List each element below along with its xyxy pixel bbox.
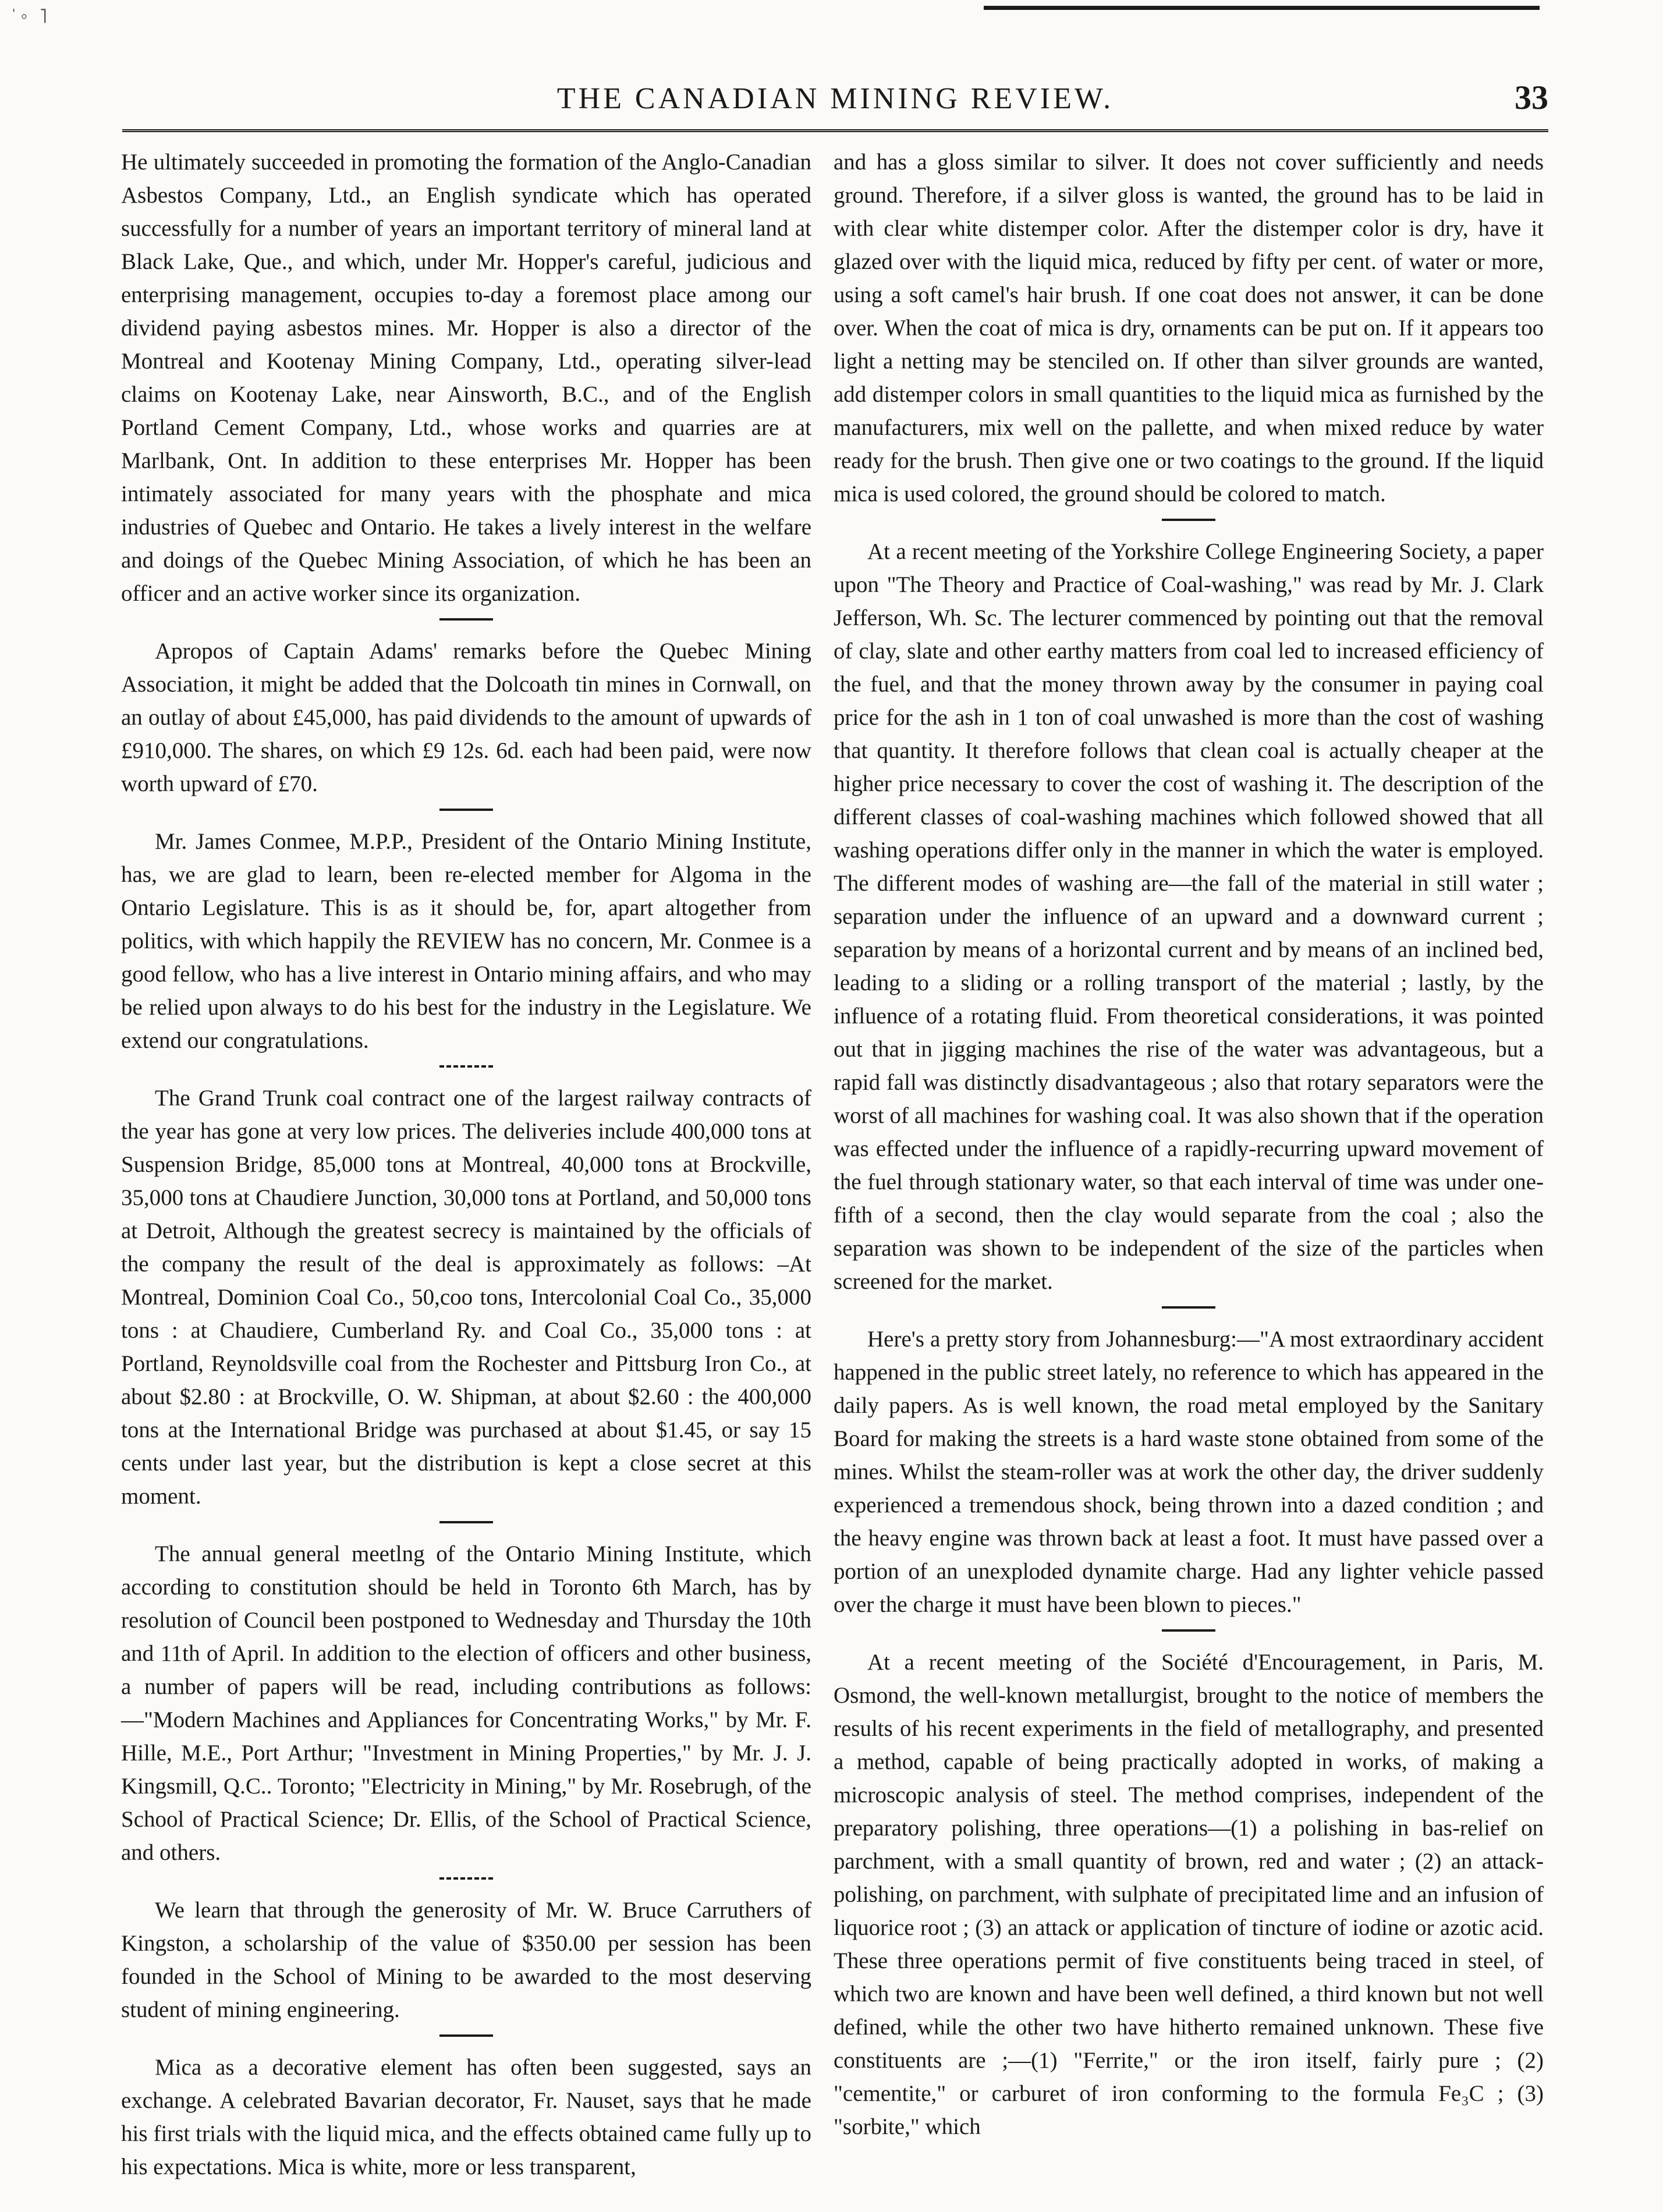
paragraph-grand-trunk: The Grand Trunk coal contract one of the largest railway contracts of the year has gone at very low prices. The deliveries include 400,000 tons at Suspension Bridge, 85,000 tons at Montreal, 40,000 tons at Brockville, 35,000 tons at Chaudiere Junction, 30,000 tons at Portland, and 50,000 tons at Detroit, Although the greatest secrecy is maintained by the officials of the company the result of the deal is approximately as follows: –At Montreal, Dominion Coal Co., 50,coo tons, Intercolonial Coal Co., 35,000 tons : at Chaudiere, Cumberland Ry. and Coal Co., 35,000 tons : at Portland, Reynoldsville coal from the Rochester and Pittsburg Iron Co., at about $2.80 : at Brockville, O. W. Shipman, at about $2.60 : the 400,000 tons at the International Bridge was purchased at about $1.45, or say 15 cents under last year, but the distribution is kept a close secret at this moment. bbox=[121, 1086, 811, 1509]
left-column bbox=[121, 146, 811, 2183]
article-separator bbox=[1162, 1306, 1215, 1309]
paragraph-hopper-continued: He ultimately succeeded in promoting the formation of the Anglo-Canadian Asbestos Company, Ltd., an English syndicate which has operated successfully for a number of years an important territory of mineral land at Black Lake, Que., and which, under Mr. Hopper's careful, judicious and enterprising management, occupies to-day a foremost place among our dividend paying asbestos mines. Mr. Hopper is also a director of the Montreal and Kootenay Mining Company, Ltd., operating silver-lead claims on Kootenay Lake, near Ainsworth, B.C., and of the English Portland Cement Company, Ltd., whose works and quarries are at Marlbank, Ont. In addition to these enterprises Mr. Hopper has been intimately associated for many years with the phosphate and mica industries of Quebec and Ontario. He takes a lively interest in the welfare and doings of the Quebec Mining Association, of which he has been an officer and an active worker since its organization. bbox=[121, 150, 811, 606]
paragraph-conmee: Mr. James Conmee, M.P.P., President of the Ontario Mining Institute, has, we are glad to learn, been re-elected member for Algoma in the Ontario Legislature. This is as it should be, for, apart altogether from politics, with which happily the REVIEW has no concern, Mr. Conmee is a good fellow, who has a live interest in Ontario mining affairs, and who may be relied upon always to do his best for the industry in the Legislature. We extend our congratulations. bbox=[121, 829, 811, 1053]
header-rule bbox=[122, 129, 1548, 132]
running-head bbox=[122, 76, 1548, 122]
paragraph-mica-continued: and has a gloss similar to silver. It does not cover sufficiently and needs ground. Therefore, if a silver gloss is wanted, the ground has to be laid in with clear white distemper color. After the distemper color is dry, have it glazed over with the liquid mica, reduced by fifty per cent. of water or more, using a soft camel's hair brush. If one coat does not answer, it can be done over. When the coat of mica is dry, ornaments can be put on. If it appears too light a netting may be stenciled on. If other than silver grounds are wanted, add distemper colors in small quantities to the liquid mica as furnished by the manufacturers, mix well on the pallette, and when mixed reduce by water ready for the brush. Then give one or two coatings to the ground. If the liquid mica is used colored, the ground should be colored to match. bbox=[834, 150, 1544, 506]
article-separator bbox=[439, 2034, 493, 2037]
article-separator bbox=[439, 1521, 493, 1523]
page-number: 33 bbox=[1515, 79, 1548, 116]
right-column bbox=[834, 146, 1544, 2143]
top-rule bbox=[984, 6, 1540, 10]
corner-mark: ˈ◦ ˥ bbox=[10, 6, 51, 27]
paragraph-mica: Mica as a decorative element has often been suggested, says an exchange. A celebrated Bavarian decorator, Fr. Nauset, says that he made his first trials with the liquid mica, and the effects obtained came fully up to his expectations. Mica is white, more or less transparent, bbox=[121, 2055, 811, 2179]
article-separator bbox=[439, 618, 493, 621]
paragraph-ontario-institute: The annual general meetlng of the Ontario Mining Institute, which according to constitution should be held in Toronto 6th March, has by resolution of Council been postponed to Wednesday and Thursday the 10th and 11th of April. In addition to the election of officers and other business, a number of papers will be read, including contributions as follows:—"Modern Machines and Appliances for Concentrating Works," by Mr. F. Hille, M.E., Port Arthur; "Investment in Mining Properties," by Mr. J. J. Kingsmill, Q.C.. Toronto; "Electricity in Mining," by Mr. Rosebrugh, of the School of Practical Science; Dr. Ellis, of the School of Practical Science, and others. bbox=[121, 1541, 811, 1865]
journal-title: THE CANADIAN MINING REVIEW. bbox=[556, 82, 1114, 115]
paragraph-osmond: At a recent meeting of the Société d'Encouragement, in Paris, M. Osmond, the well-known metallurgist, brought to the notice of members the results of his recent experiments in the field of metallography, and presented a method, capable of being practically adopted in works, of making a microscopic analysis of steel. The method comprises, independent of the preparatory polishing, three operations—(1) a polishing in bas-relief on parchment, with a small quantity of brown, red and water ; (2) an attack-polishing, on parchment, with sulphate of precipitated lime and an infusion of liquorice root ; (3) an attack or application of tincture of iodine or azotic acid. These three operations permit of five constituents being traced in steel, of which two are known and have been well defined, a third known but not well defined, while the other two have hitherto remained unknown. These five constituents are ;—(1) "Ferrite," or the iron itself, fairly pure ; (2) "cementite," or carburet of iron conforming to the formula Fe₃C ; (3) "sorbite," which bbox=[834, 1650, 1544, 2139]
paragraph-scholarship: We learn that through the generosity of Mr. W. Bruce Carruthers of Kingston, a scholarship of the value of $350.00 per session has been founded in the School of Mining to be awarded to the most deserving student of mining engineering. bbox=[121, 1898, 811, 2022]
paragraph-dolcoath: Apropos of Captain Adams' remarks before the Quebec Mining Association, it might be added that the Dolcoath tin mines in Cornwall, on an outlay of about £45,000, has paid dividends to the amount of upwards of £910,000. The shares, on which £9 12s. 6d. each had been paid, were now worth upward of £70. bbox=[121, 639, 811, 796]
article-separator bbox=[1162, 1629, 1215, 1632]
paragraph-johannesburg: Here's a pretty story from Johannesburg:—"A most extraordinary accident happened in the public street lately, no reference to which has appeared in the daily papers. As is well known, the road metal employed by the Sanitary Board for making the streets is a hard waste stone obtained from some of the mines. Whilst the steam-roller was at work the other day, the driver suddenly experienced a tremendous shock, being thrown into a dazed condition ; and the heavy engine was thrown back at least a foot. It must have passed over a portion of an unexploded dynamite charge. Had any lighter vehicle passed over the charge it must have been blown to pieces." bbox=[834, 1327, 1544, 1617]
article-separator bbox=[439, 1877, 493, 1880]
article-separator bbox=[439, 1065, 493, 1068]
article-separator bbox=[439, 809, 493, 811]
article-separator bbox=[1162, 519, 1215, 521]
paragraph-coal-washing: At a recent meeting of the Yorkshire College Engineering Society, a paper upon "The Theory and Practice of Coal-washing," was read by Mr. J. Clark Jefferson, Wh. Sc. The lecturer commenced by pointing out that the removal of clay, slate and other earthy matters from coal led to increased efficiency of the fuel, and that the money thrown away by the consumer in paying coal price for the ash in 1 ton of coal unwashed is more than the cost of washing that quantity. It therefore follows that clean coal is actually cheaper at the higher price necessary to cover the cost of washing it. The description of the different classes of coal-washing machines which followed showed that all washing operations differ only in the manner in which the water is employed. The different modes of washing are—the fall of the material in still water ; separation under the influence of an upward and a downward current ; separation by means of a horizontal current and by means of an inclined bed, leading to a sliding or a rolling transport of the material ; lastly, by the influence of a rotating fluid. From theoretical considerations, it was pointed out that in jigging machines the rise of the water was advantageous, but a rapid fall was distinctly disadvantageous ; also that rotary separators were the worst of all machines for washing coal. It was also shown that if the operation was effected under the influence of a rapidly-recurring upward movement of the fuel through stationary water, so that each interval of time was under one-fifth of a second, then the clay would separate from the coal ; also the separation was shown to be independent of the size of the particles when screened for the market. bbox=[834, 539, 1544, 1294]
